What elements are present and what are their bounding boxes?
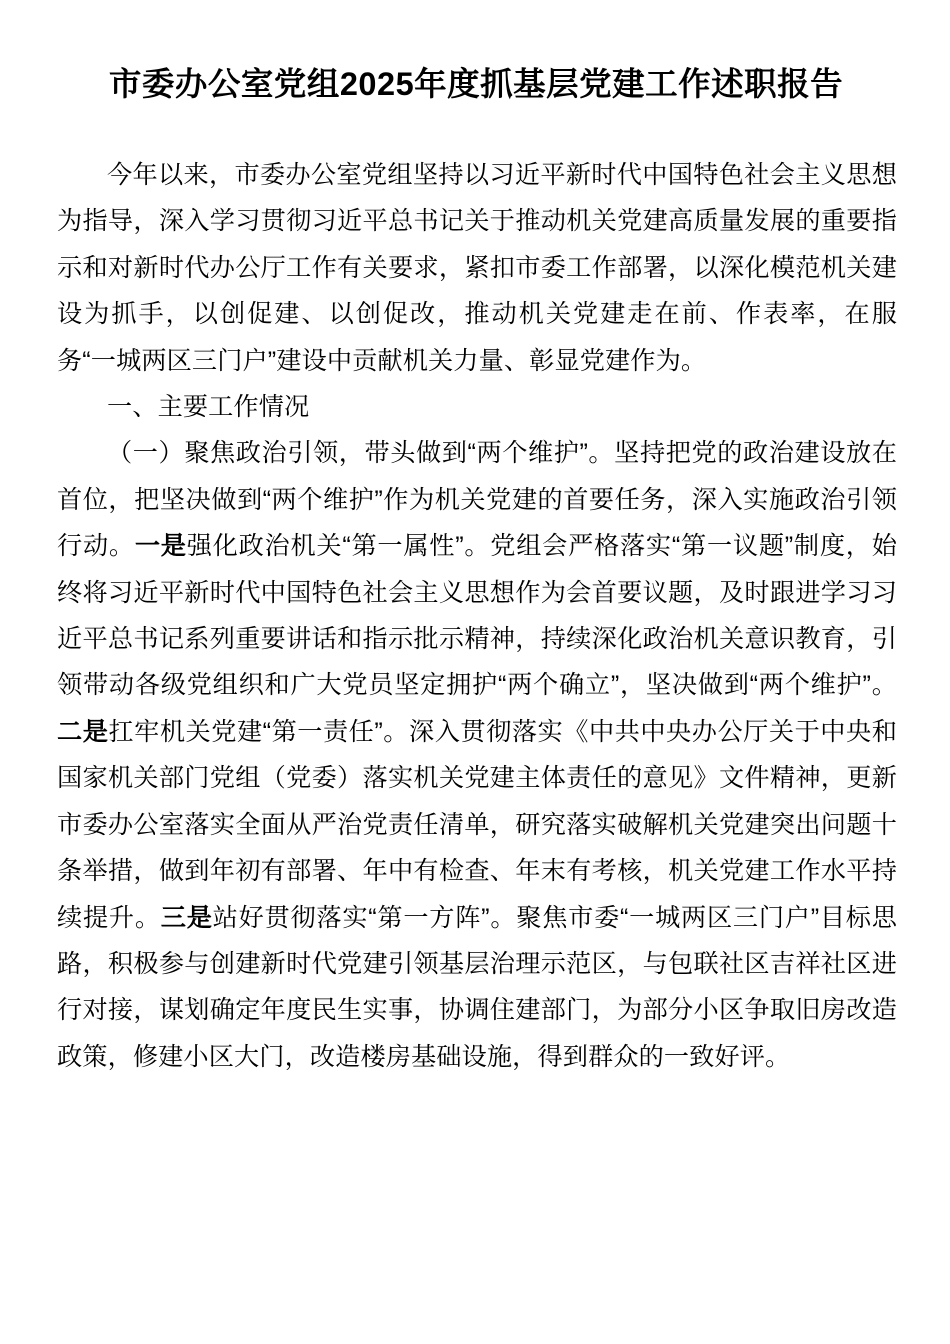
paragraph-section-1-1 [57, 430, 897, 1080]
document-body [57, 152, 897, 1080]
text-run: 强化政治机关“第一属性”。党组会严格落实“第一议题”制度，始终将习近平新时代中国特色社会主义思想作为会首要议题，及时跟进学习习近平总书记系列重要讲话和指示批示精神，持续深化政治机关意识教育，引领带动各级党组织和广大党员坚定拥护“两个确立”，坚决做到“两个维护”。 [57, 532, 898, 700]
paragraph-intro [57, 152, 897, 384]
emphasis-marker: 一是 [134, 532, 187, 561]
text-run: （一）聚焦政治引领，带头做到“两个维护”。坚持把党的政治建设放在首位，把坚决做到“两个维护”作为机关党建的首要任务，深入实施政治引领行动。 [57, 439, 897, 561]
section-heading-1 [57, 384, 897, 430]
text-run: 今年以来，市委办公室党组坚持以习近平新时代中国特色社会主义思想为指导，深入学习贯彻习近平总书记关于推动机关党建高质量发展的重要指示和对新时代办公厅工作有关要求，紧扣市委工作部署，以深化模范机关建设为抓手，以创促建、以创促改，推动机关党建走在前、作表率，在服务“一城两区三门户”建设中贡献机关力量、彰显党建作为。 [57, 161, 897, 375]
emphasis-marker: 三是 [160, 903, 213, 932]
emphasis-marker: 二是 [57, 717, 109, 746]
text-run: 站好贯彻落实“第一方阵”。聚焦市委“一城两区三门户”目标思路，积极参与创建新时代党建引领基层治理示范区，与包联社区吉祥社区进行对接，谋划确定年度民生实事，协调住建部门，为部分小区争取旧房改造政策，修建小区大门，改造楼房基础设施，得到群众的一致好评。 [57, 903, 898, 1071]
text-run: 扛牢机关党建“第一责任”。深入贯彻落实《中共中央办公厅关于中央和国家机关部门党组（党委）落实机关党建主体责任的意见》文件精神，更新市委办公室落实全面从严治党责任清单，研究落实破解机关党建突出问题十条举措，做到年初有部署、年中有检查、年末有考核，机关党建工作水平持续提升。 [57, 717, 897, 932]
text-run: 一、主要工作情况 [107, 393, 310, 422]
page-title: 市委办公室党组2025年度抓基层党建工作述职报告 [108, 66, 844, 102]
